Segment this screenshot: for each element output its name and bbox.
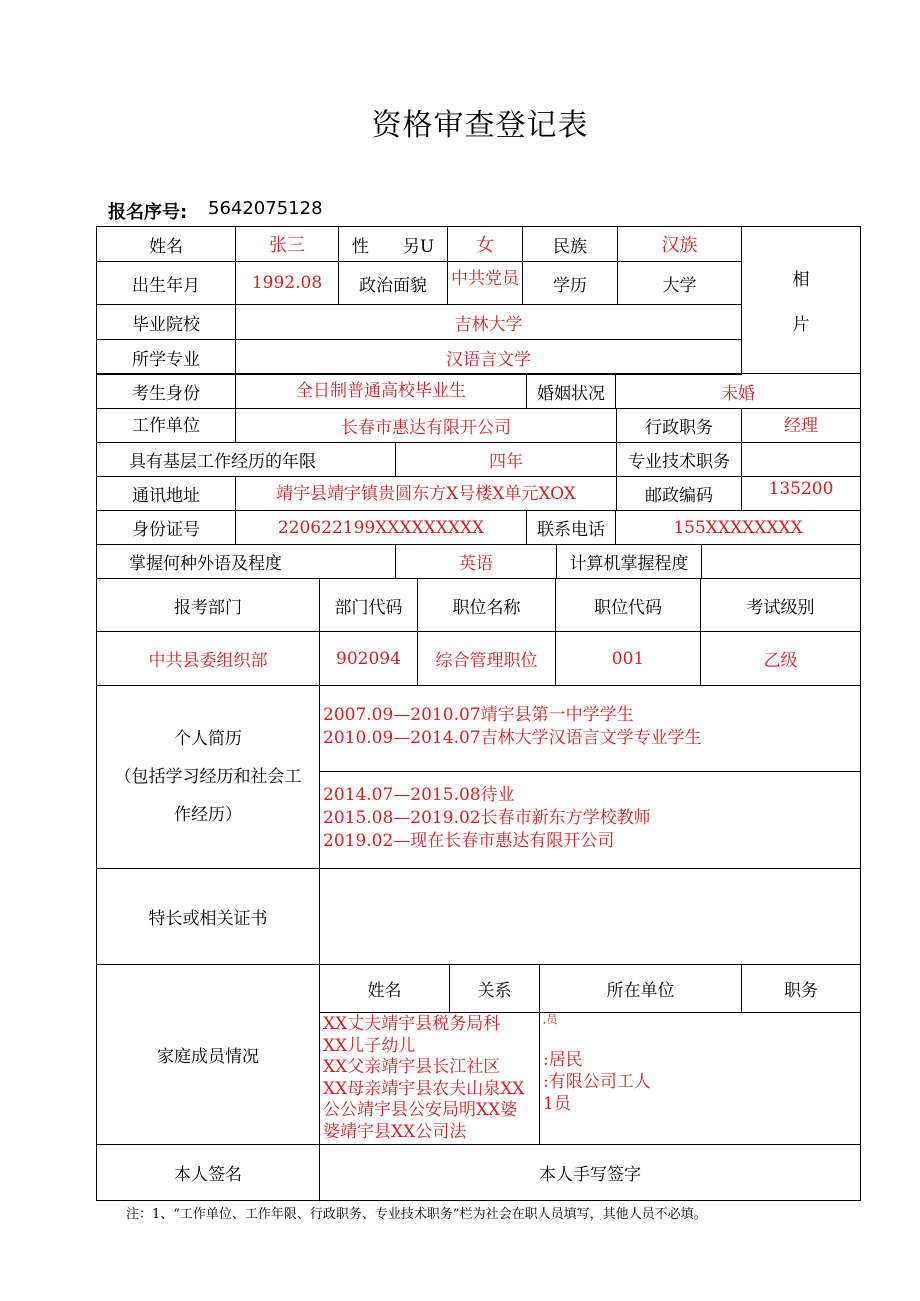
gender-value[interactable]: 女 — [447, 226, 523, 262]
family-relation-header: 关系 — [449, 964, 540, 1013]
id-number-value[interactable]: 220622199XXXXXXXXX — [235, 510, 527, 545]
examinee-status-label: 考生身份 — [96, 373, 236, 409]
language-label: 掌握何种外语及程度 — [96, 544, 396, 579]
family-detail-line: 1员 — [543, 1094, 571, 1114]
birth-value[interactable]: 1992.08 — [235, 261, 339, 305]
address-label: 通讯地址 — [96, 476, 236, 511]
signature-label: 本人签名 — [96, 1144, 320, 1201]
position-code-header: 职位代码 — [555, 578, 701, 632]
skills-label: 特长或相关证书 — [96, 868, 320, 965]
position-name-header: 职位名称 — [417, 578, 556, 632]
postcode-value[interactable]: 135200 — [741, 476, 861, 511]
signature-value[interactable]: 本人手写签字 — [319, 1144, 861, 1201]
political-value[interactable]: 中共党员 — [447, 261, 523, 305]
resume-line: 2007.09—2010.07靖宇县第一中学学生 — [323, 705, 634, 725]
ethnic-label: 民族 — [522, 226, 618, 262]
dept-code-header: 部门代码 — [319, 578, 418, 632]
postcode-label: 邮政编码 — [616, 476, 742, 511]
resume-line: 2015.08—2019.02长春市新东方学校教师 — [323, 808, 651, 828]
resume-block-work[interactable] — [319, 771, 861, 869]
family-unit-header: 所在单位 — [539, 964, 742, 1013]
address-value[interactable]: 靖宇县靖宇镇贵圆东方X号楼X单元XOX — [235, 476, 617, 511]
family-line: 公公靖宇县公安局明XX婆 — [323, 1100, 518, 1120]
family-name-header: 姓名 — [319, 964, 450, 1013]
computer-value[interactable] — [701, 544, 861, 579]
name-value[interactable]: 张三 — [235, 226, 339, 262]
footnote: 注：1、“工作单位、工作年限、行政职务、专业技术职务”栏为社会在职人员填写，其他人员不必填。 — [126, 1207, 707, 1222]
exam-level-header: 考试级别 — [700, 578, 861, 632]
dept-header: 报考部门 — [96, 578, 320, 632]
serial-label: 报名序号: — [108, 202, 188, 223]
dept-code-value[interactable]: 902094 — [319, 631, 418, 686]
family-line: XX父亲靖宇县长江社区 — [323, 1057, 501, 1077]
marital-label: 婚姻状况 — [526, 373, 616, 409]
political-label: 政治面貌 — [338, 261, 448, 305]
family-label: 家庭成员情况 — [96, 964, 320, 1145]
resume-line: 2014.07—2015.08待业 — [323, 785, 515, 805]
family-members-details[interactable] — [539, 1012, 861, 1145]
family-post-header: 职务 — [741, 964, 861, 1013]
resume-label-3: 作经历） — [174, 805, 242, 825]
position-code-value[interactable]: 001 — [555, 631, 701, 686]
ethnic-value[interactable]: 汉族 — [617, 226, 742, 262]
computer-label: 计算机掌握程度 — [556, 544, 702, 579]
education-value[interactable]: 大学 — [617, 261, 742, 305]
gender-label: 性 另U — [338, 226, 448, 262]
school-value[interactable]: 吉林大学 — [235, 304, 742, 340]
dept-value[interactable]: 中共县委组织部 — [96, 631, 320, 686]
family-detail-line: :居民 — [543, 1050, 583, 1070]
work-unit-value[interactable]: 长春市惠达有限开公司 — [235, 408, 617, 443]
family-line: XX儿子幼儿 — [323, 1035, 416, 1056]
family-detail-line: ,员 — [543, 1013, 558, 1026]
school-label: 毕业院校 — [96, 304, 236, 340]
marital-value[interactable]: 未婚 — [615, 373, 861, 409]
position-name-value[interactable]: 综合管理职位 — [417, 631, 556, 686]
resume-block-education[interactable] — [319, 685, 861, 772]
phone-label: 联系电话 — [526, 510, 616, 545]
photo-label-1: 相 — [792, 270, 810, 290]
page-title: 资格审查登记表 — [371, 108, 589, 143]
resume-line: 2010.09—2014.07吉林大学汉语言文学专业学生 — [323, 728, 702, 748]
education-label: 学历 — [522, 261, 618, 305]
admin-post-value[interactable]: 经理 — [741, 408, 861, 443]
family-members-list[interactable] — [319, 1012, 540, 1145]
admin-post-label: 行政职务 — [616, 408, 742, 443]
serial-value: 5642075128 — [208, 198, 323, 219]
registration-form — [96, 226, 861, 1201]
grassroots-years-label: 具有基层工作经历的年限 — [96, 442, 396, 477]
name-label: 姓名 — [96, 226, 236, 262]
tech-post-label: 专业技术职务 — [616, 442, 742, 477]
birth-label: 出生年月 — [96, 261, 236, 305]
id-number-label: 身份证号 — [96, 510, 236, 545]
phone-value[interactable]: 155XXXXXXXX — [615, 510, 861, 545]
family-line: XX母亲靖宇县农夫山泉XX — [323, 1078, 525, 1099]
examinee-status-value[interactable]: 全日制普通高校毕业生 — [235, 373, 527, 409]
skills-value[interactable] — [319, 868, 861, 965]
work-unit-label: 工作单位 — [96, 408, 236, 443]
resume-line: 2019.02—现在长春市惠达有限开公司 — [323, 831, 615, 851]
photo-box — [741, 226, 861, 374]
family-detail-line: :有限公司工人 — [543, 1072, 651, 1092]
exam-level-value[interactable]: 乙级 — [700, 631, 861, 686]
grassroots-years-value[interactable]: 四年 — [395, 442, 617, 477]
photo-label-2: 片 — [792, 315, 810, 335]
family-line: 婆靖宇县XX公司法 — [323, 1121, 467, 1142]
resume-label — [96, 685, 320, 869]
resume-label-1: 个人简历 — [174, 729, 242, 749]
language-value[interactable]: 英语 — [395, 544, 557, 579]
major-label: 所学专业 — [96, 339, 236, 375]
tech-post-value[interactable] — [741, 442, 861, 477]
family-line: XX丈夫靖宇县税务局科 — [323, 1014, 501, 1034]
resume-label-2: （包括学习经历和社会工 — [114, 767, 302, 787]
major-value[interactable]: 汉语言文学 — [235, 339, 742, 375]
